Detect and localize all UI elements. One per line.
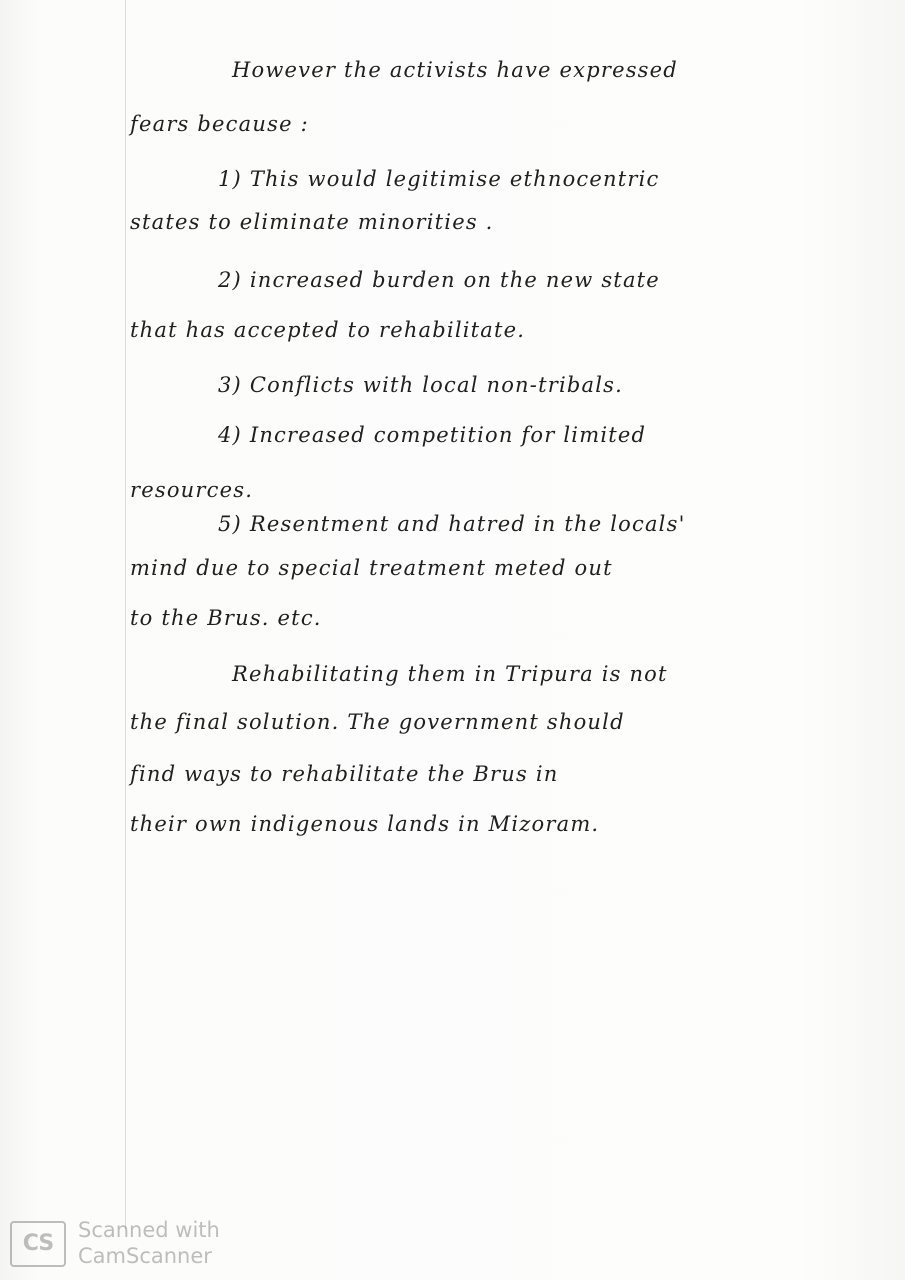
text-line-5: 2) increased burden on the new state: [218, 268, 660, 292]
text-line-9: resources.: [130, 478, 254, 502]
text-line-2: fears because :: [130, 112, 309, 136]
text-line-7: 3) Conflicts with local non-tribals.: [218, 373, 623, 397]
text-line-16: their own indigenous lands in Mizoram.: [130, 812, 600, 836]
text-line-11: mind due to special treatment meted out: [130, 556, 613, 580]
text-line-15: find ways to rehabilitate the Brus in: [130, 762, 559, 786]
text-line-12: to the Brus. etc.: [130, 606, 322, 630]
text-line-8: 4) Increased competition for limited: [218, 423, 647, 447]
text-line-3: 1) This would legitimise ethnocentric: [218, 167, 660, 191]
watermark-line-2: CamScanner: [78, 1244, 212, 1268]
text-line-13: Rehabilitating them in Tripura is not: [232, 662, 668, 686]
text-line-1: However the activists have expressed: [232, 58, 678, 82]
text-line-10: 5) Resentment and hatred in the locals': [218, 512, 686, 536]
watermark-line-1: Scanned with: [78, 1218, 220, 1242]
camscanner-logo-icon: CS: [10, 1221, 66, 1267]
camscanner-watermark: [10, 1216, 270, 1276]
margin-line: [125, 0, 126, 1230]
text-line-14: the final solution. The government should: [130, 710, 625, 734]
text-line-6: that has accepted to rehabilitate.: [130, 318, 526, 342]
text-line-4: states to eliminate minorities .: [130, 210, 494, 234]
